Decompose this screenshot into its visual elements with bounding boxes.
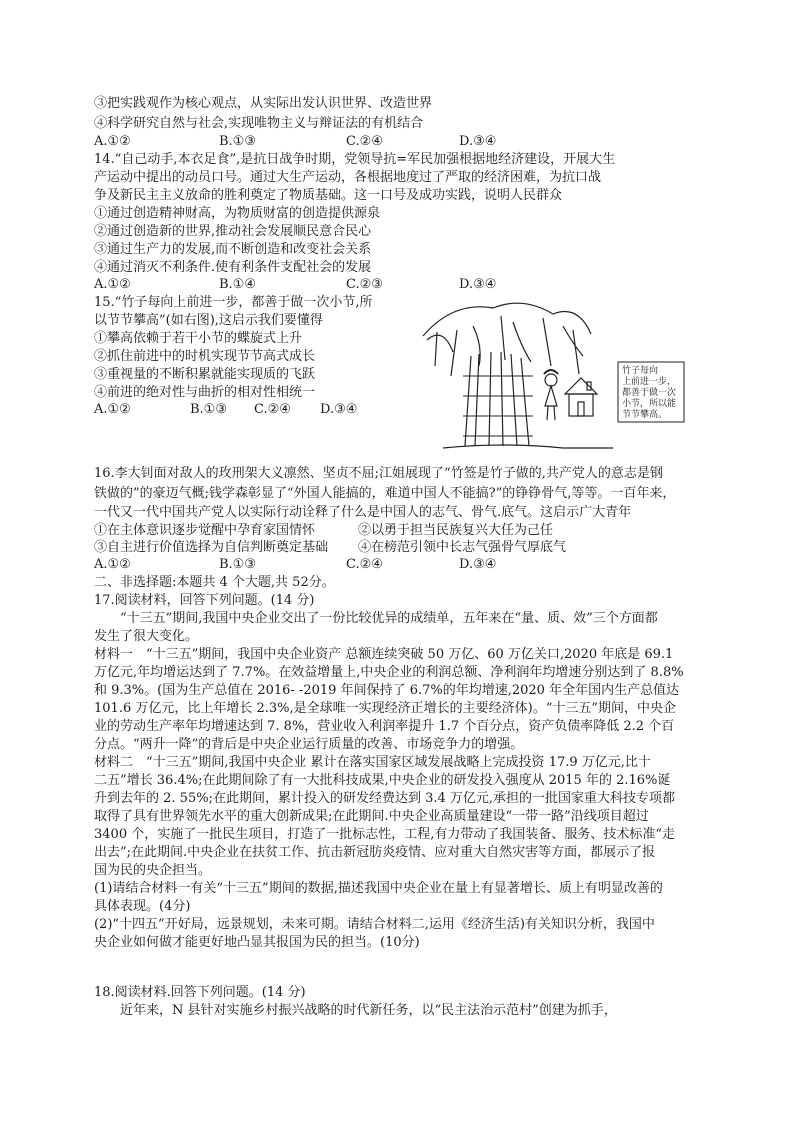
q14-statement: ④通过消灭不利条件.使有利条件支配社会的发展 [94,260,372,275]
option-b: B.①④ [219,277,256,292]
option-d: D.③④ [459,277,497,292]
caption-line: 都善于做一次 [622,388,677,398]
q16-statement: ①在主体意识逐步觉醒中孕育家国情怀 [94,523,316,538]
q15-statement: ③重视量的不断积累就能实现质的飞跃 [94,367,316,382]
q16-stem: 铁做的”的豪迈气概;钱学森彰显了“外国人能搞的，难道中国人不能搞?”的铮铮骨气,等等。一百年来， [94,486,676,501]
option-d: D.③④ [459,134,497,149]
option-c: C.②④ [346,557,383,572]
q15-statement: ④前进的绝对性与曲折的相对性相统一 [94,385,316,400]
q17-heading: 17.阅读材料，回答下列问题。(14 分) [94,593,315,608]
q18-intro: 近年来，N 县针对实施乡村振兴战略的时代新任务，以“民主法治示范村”创建为抓手， [120,1003,617,1018]
material-1: 材料一 “十三五”期间，我国中央企业资产 总额连续突破 50 万亿、60 万亿关口,2020 年底是 69.1 [94,647,674,662]
option-a: A.①② [94,134,131,149]
q17-sub-2: (2)“十四五”开好局，远景规划，未来可期。请结合材料二,运用《经济生活)有关知识分析，我国中 [94,917,655,932]
material-2: 材料二 “十三五”期间,我国中央企业 累计在落实国家区域发展战略上完成投资 17.9 万亿元,比十 [94,755,651,770]
q14-stem: 争及新民主主义放命的胜利奠定了物质基础。这一口号及成功实践，说明人民群众 [94,188,563,203]
option-d: D.③④ [459,557,497,572]
material-2: 取得了具有世界领先水平的重大创新成果;在此期间.中央企业高质量建设“一带一路”沿线项目超过 [94,809,649,824]
material-2: 出去”;在此期间.中央企业在扶贫工作、抗击新冠肪炎疫情、应对重大自然灾害等方面，都展示了报 [94,845,656,860]
caption-line: 上前进一步， [622,377,677,387]
option-c: C.②④ [346,134,383,149]
q18-heading: 18.阅读材料.回答下列问题。(14 分) [94,985,306,1000]
q14-stem: 14.“自己动手,本衣足食”,是抗日战争时期，党领导抗=军民加强根据地经济建设，开展大生 [94,152,616,167]
caption-line: 节节攀高。 [622,410,668,420]
q15-stem: 15.“竹子每向上前进一步，都善于做一次小节,所 [94,295,373,310]
material-2: 3400 个，实施了一批民生项目，打造了一批标志性，工程,有力带动了我国装备、服务、技术标准“走 [94,827,675,842]
q16-stem: 一代又一代中国共产党人以实际行动诠释了什么是中国人的志气、骨气.底气。这启示广大青年 [94,505,632,520]
option-b: B.①③ [219,557,256,572]
statement-3: ③把实践观作为核心观点，从实际出发认识世界、改造世界 [94,96,433,111]
option-a: A.①② [94,277,131,292]
option-a: A.①② [94,402,131,417]
material-2: 国为民的央企担当。 [94,863,212,878]
caption-line: 小节，所以能 [622,399,677,409]
q14-statement: ①通过创造精神财高，为物质财富的创造提供源泉 [94,206,381,221]
q15-statement: ②抓住前进中的时机实现节节高式成长 [94,349,316,364]
option-b: B.①③ [190,402,227,417]
material-1: 和 9.3%。(国为生产总值在 2016- -2019 年间保持了 6.7%的年均增速,2020 年全年国内生产总值达 [94,683,680,698]
option-a: A.①② [94,557,131,572]
q16-statement: ②以勇于担当民族复兴大任为己任 [358,523,554,538]
q17-sub-1: (1)请结合材料一有关“十三五”期间的数据,描述我国中央企业在量上有显著增长、质上有明显改善的 [94,881,663,896]
option-c: C.②④ [254,402,291,417]
q16-statement: ③自主进行价值选择为自信判断奠定基础 [94,540,329,555]
q16-statement: ④在榜范引领中长志气强骨气厚底气 [358,540,567,555]
statement-4: ④科学研究自然与社会,实现唯物主义与辩证法的有机结合 [94,116,424,131]
q14-statement: ③通过生产力的发展,而不断创造和改变社会关系 [94,242,372,257]
option-b: B.①③ [219,134,256,149]
q17-sub-1: 具体表现。(4分) [94,899,191,914]
section-heading: 二、非选择题:本题共 4 个大题,共 52分。 [94,575,335,590]
q17-intro: “十三五”期间,我国中央企业交出了一份比较优异的成绩单，五年来在“量、质、效”三个方面都 [120,611,658,626]
material-1: 101.6 万亿元，比上年增长 2.3%,是全球唯一实现经济正增长的主要经济体)。“十三五”期间，中央企 [94,701,677,716]
q15-stem: 以节节攀高”(如右图),这启示我们要懂得 [94,313,323,328]
q14-stem: 产运动中提出的动员口号。通过大生产运动，各根据地度过了严取的经济困难，为抗口战 [94,170,602,185]
q17-intro: 发生了很大变化。 [94,629,199,644]
bamboo-caption [622,366,684,421]
material-1: 万亿元,年均增运达到了 7.7%。在效益增量上,中央企业的利润总额、净利润年均增速分别达到了 8.8% [94,665,684,680]
option-c: C.②③ [346,277,383,292]
material-2: 升到去年的 2. 55%;在此期间，累计投入的研发经费达到 3.4 万亿元,承担的一批国家重大科技专项都 [94,791,676,806]
q14-statement: ②通过创造新的世界,推动社会发展顺民意合民心 [94,224,372,239]
q17-sub-2: 央企业如何做才能更好地凸显其报国为民的担当。(10分) [94,935,420,950]
material-1: 分点。“两升一降”的背后是中央企业运行质量的改善、市场竞争力的增强。 [94,737,524,752]
q16-stem: 16.李大钊面对敌人的玫刑架大义凛然、坚贞不屈;江姐展现了“竹签是竹子做的,共产党人的意志是钢 [94,466,663,481]
material-2: 二五”增长 36.4%;在此期间除了有一大批科技成果,中央企业的研发投入强度从 2015 年的 2.16%诞 [94,773,671,788]
q15-statement: ①攀高依赖于若干小节的蝶旋式上升 [94,331,303,346]
material-1: 业的劳动生产率年均增速达到 7. 8%，营业收入利润率提升 1.7 个百分点，资产负债率降低 2.2 个百 [94,719,675,734]
option-d: D.③④ [320,402,358,417]
bamboo-illustration [413,296,695,458]
caption-line: 竹子每向 [622,366,659,376]
